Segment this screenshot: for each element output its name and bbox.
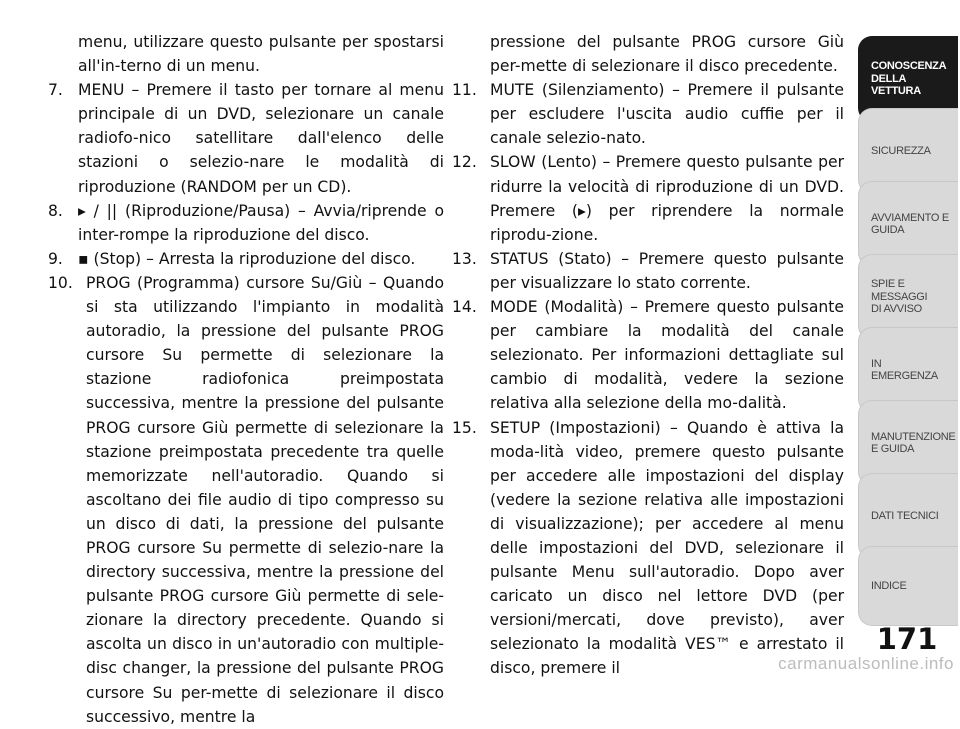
watermark: carmanualsonline.info	[778, 654, 954, 673]
item-text: SETUP (Impostazioni) – Quando è attiva la moda-lità video, premere questo pulsante per accedere alle impostazioni del display (vedere la sezione relativa alle impostazioni di visualizzazione); per accedere al menu delle impostazioni del DVD, selezionare il pulsante Menu sull'autoradio. Dopo aver caricato un disco nel lettore DVD (per versioni/mercati, dove previsto), aver selezionato la modalità VES™ e arrestato il disco, premere il	[490, 418, 844, 678]
list-item-15	[452, 416, 844, 681]
list-item-13	[452, 247, 844, 295]
list-item-14	[452, 295, 844, 415]
list-item-11	[452, 78, 844, 150]
list-item-12	[452, 150, 844, 246]
item-number: 11.	[452, 81, 477, 100]
tab-label-line: MESSAGGI	[871, 290, 928, 303]
list-item-9	[48, 247, 444, 271]
tab-label-line: CONOSCENZA	[871, 60, 947, 73]
item-number: 8.	[48, 201, 63, 220]
item-text: MODE (Modalità) – Premere questo pulsante per cambiare la modalità del canale selezionato. Per informazioni dettagliate sul cambio di modalità, vedere la sezione relativa alla selezione della mo-dalità.	[490, 298, 844, 413]
lead-paragraph	[48, 30, 444, 78]
lead-text: menu, utilizzare questo pulsante per spostarsi all'in-terno di un menu.	[78, 33, 444, 76]
list-item-7	[48, 78, 444, 198]
item-text: ▸ / || (Riproduzione/Pausa) – Avvia/riprende o inter-rompe la riproduzione del disco.	[78, 201, 444, 244]
tab-label-line: IN	[871, 357, 882, 370]
lead-text: pressione del pulsante PROG cursore Giù per-mette di selezionare il disco precedente.	[490, 33, 844, 76]
item-text: STATUS (Stato) – Premere questo pulsante per visualizzare lo stato corrente.	[490, 249, 844, 292]
item-number: 7.	[48, 81, 63, 100]
item-text: ▪ (Stop) – Arresta la riproduzione del disco.	[78, 249, 416, 268]
tab-label-line: AVVIAMENTO E	[871, 211, 949, 224]
item-text: PROG (Programma) cursore Su/Giù – Quando si sta utilizzando l'impianto in modalità autoradio, la pressione del pulsante PROG cursore Su permette di selezionare la stazione radiofonica preimpostata successiva, mentre la pressione del pulsante PROG cursore Giù permette di selezionare la stazione preimpostata precedente tra quelle memorizzate nell'autoradio. Quando si ascoltano dei file audio di tipo compresso su un disco di dati, la pressione del pulsante PROG cursore Su permette di selezio-nare la directory successiva, mentre la pressione del pulsante PROG cursore Giù permette di sele-zionare la directory precedente. Quando si ascolta un disco in un'autoradio con multiple-disc changer, la pressione del pulsante PROG cursore Su per-mette di selezionare il disco successivo, mentre la	[86, 273, 444, 726]
item-number: 9.	[48, 249, 63, 268]
tab-label-line: INDICE	[871, 579, 907, 592]
tab-label-line: DATI TECNICI	[871, 509, 939, 522]
item-number: 14.	[452, 298, 477, 317]
tab-label-line: MANUTENZIONE	[871, 430, 956, 443]
list-item-10	[48, 271, 444, 729]
tab-label-line: DELLA VETTURA	[871, 72, 921, 98]
left-text-column	[48, 30, 444, 729]
tab-label-line: SICUREZZA	[871, 144, 931, 157]
tab-label-line: GUIDA	[871, 224, 905, 236]
tab-label-line: EMERGENZA	[871, 370, 938, 382]
item-text: MUTE (Silenziamento) – Premere il pulsante per escludere l'uscita audio cuffie per il canale selezio-nato.	[490, 81, 844, 148]
tab-label-line: E GUIDA	[871, 443, 915, 455]
list-item-8	[48, 199, 444, 247]
item-text: SLOW (Lento) – Premere questo pulsante per ridurre la velocità di riproduzione di un DVD. Premere (▸) per riprendere la normale riprodu-zione.	[490, 153, 844, 244]
lead-paragraph	[452, 30, 844, 78]
item-number: 12.	[452, 153, 477, 172]
item-number: 13.	[452, 249, 477, 268]
page-number: 171	[876, 622, 938, 656]
tab-indice[interactable]	[858, 546, 958, 626]
tab-label-line: SPIE E	[871, 278, 905, 291]
tab-label-line: DI AVVISO	[871, 303, 922, 316]
item-text: MENU – Premere il tasto per tornare al menu principale di un DVD, selezionare un canale radiofo-nico satellitare dall'elenco delle stazioni o selezio-nare le modalità di riproduzione (RANDOM per un CD).	[78, 81, 444, 196]
item-number: 10.	[48, 273, 73, 292]
section-tabs	[858, 36, 960, 641]
item-number: 15.	[452, 418, 477, 437]
right-text-column	[452, 30, 844, 681]
